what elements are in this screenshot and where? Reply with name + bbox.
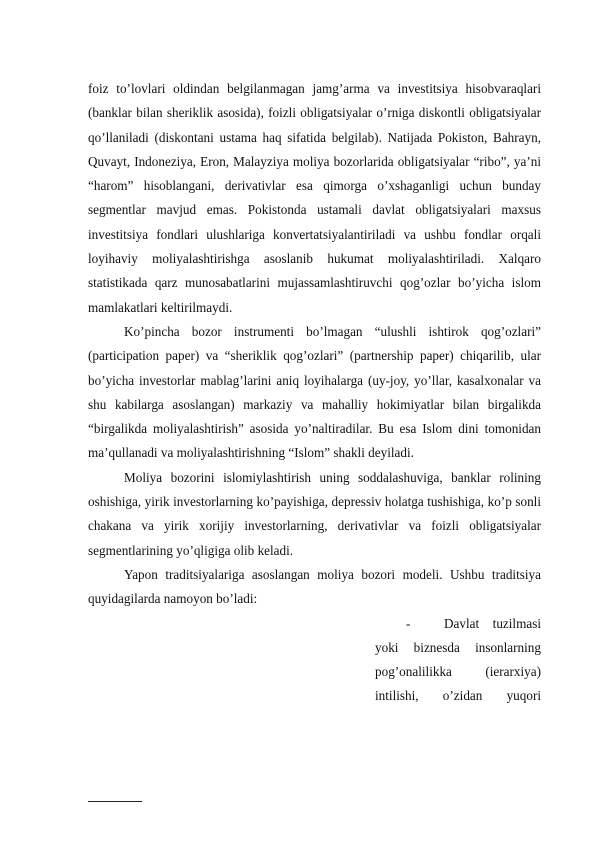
paragraph-islamic-securities: foiz to’lovlari oldindan belgilanmagan jamg’arma va investitsiya hisobvaraqlari (banklar bilan sheriklik asosida), foizli obligatsiyalar o’rniga diskontli obligatsiyalar qo’llaniladi (diskontani ustama haq sifatida belgilab). Natijada Pokiston, Bahrayn, Quvayt, Indoneziya, Eron, Malayziya moliya bozorlarida obligatsiyalar “ribo”, ya’ni “harom” hisoblangani, derivativlar esa qimorga o’xshaganligi uchun bunday segmentlar mavjud emas. Pokistonda ustamali davlat obligatsiyalari maxsus investitsiya fondlari ulushlariga konvertatsiyalantiriladi va ushbu fondlar orqali loyihaviy moliyalashtirishga asoslanib hukumat moliyalashtiriladi. Xalqaro statistikada qarz munosabatlarini mujassamlashtiruvchi qog’ozlar bo’yicha islom mamlakatlari keltirilmaydi.: [88, 81, 541, 315]
list-line-2: yoki biznesda insonlarning: [375, 639, 541, 655]
paragraph-participation-papers: Ko’pincha bozor instrumenti bo’lmagan “ulushli ishtirok qog’ozlari” (participation paper) va “sheriklik qog’ozlari” (partnership paper) chiqarilib, ular bo’yicha investorlar mablag’larini aniq loyihalarga (uy-joy, yo’llar, kasalxonalar va shu kabilarga asoslangan) markaziy va mahalliy hokimiyatlar bilan birgalikda “birgalikda moliyalashtirish” asosida yo’naltiradilar. Bu esa Islom dini tomonidan ma’qullanadi va moliyalashtirishning “Islom” shakli deyiladi.: [88, 323, 541, 461]
document-body: [88, 77, 541, 709]
list-line-3: pog’onalilikka (ierarxiya): [375, 664, 541, 680]
bullet-list: [375, 612, 541, 709]
paragraph-islamization-effects: Moliya bozorini islomiylashtirish uning soddalashuviga, banklar rolining oshishiga, yirik investorlarning ko’payishiga, depressiv holatga tushishiga, ko’p sonli chakana va yirik xorijiy investorlarning, derivativlar va foizli obligatsiyalar segmentlarining yo’qligiga olib keladi.: [88, 469, 541, 558]
dash-bullet: -: [406, 615, 411, 631]
list-line-4: intilishi, o’zidan yuqori: [375, 688, 541, 704]
paragraph-japanese-model: Yapon traditsiyalariga asoslangan moliya bozori modeli. Ushbu traditsiya quyidagilarda namoyon bo’ladi:: [88, 566, 541, 607]
list-item: [375, 612, 541, 636]
list-line-1: Davlat tuzilmasi: [444, 615, 541, 631]
footnote-separator: [88, 801, 142, 802]
